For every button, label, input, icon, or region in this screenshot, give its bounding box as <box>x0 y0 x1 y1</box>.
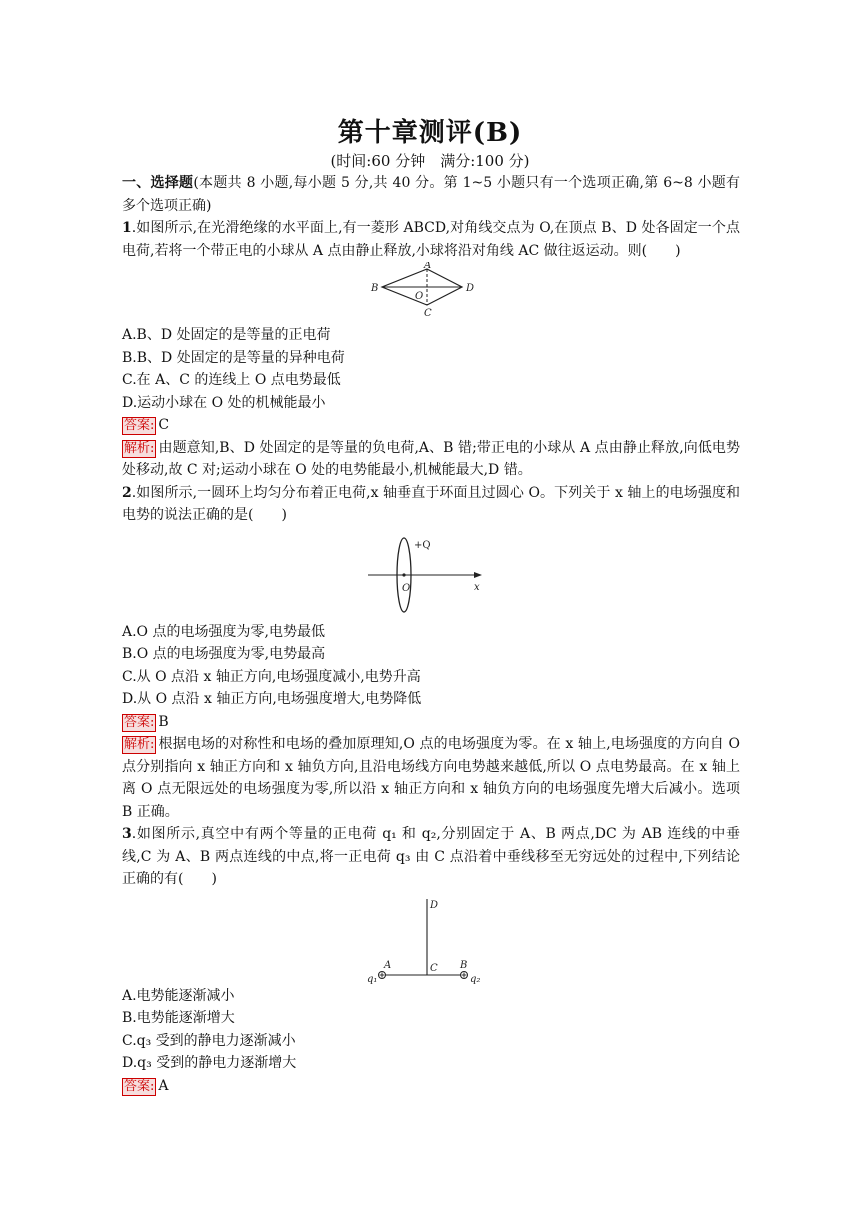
label-c: C <box>424 308 432 319</box>
question-2 <box>122 482 740 824</box>
question-text: .如图所示,真空中有两个等量的正电荷 q₁ 和 q₂,分别固定于 A、B 两点,DC 为 AB 连线的中垂线,C 为 A、B 两点连线的中点,将一正电荷 q₃ 由 C 点沿着中垂线移至无穷远处的过程中,下列结论正确的有( ) <box>122 826 740 887</box>
analysis-text: 由题意知,B、D 处固定的是等量的负电荷,A、B 错;带正电的小球从 A 点由静止释放,向低电势处移动,故 C 对;运动小球在 O 处的电势能最小,机械能最大,D 错。 <box>122 439 740 478</box>
label-o: O <box>415 291 424 302</box>
label-b: B <box>460 959 468 971</box>
label-q2: q₂ <box>470 973 481 985</box>
section-title: 一、选择题 <box>122 175 194 191</box>
charges-figure <box>122 895 740 985</box>
option-c: C.从 O 点沿 x 轴正方向,电场强度减小,电势升高 <box>122 668 421 685</box>
question-text: .如图所示,一圆环上均匀分布着正电荷,x 轴垂直于环面且过圆心 O。下列关于 x 轴上的电场强度和电势的说法正确的是( ) <box>122 484 740 523</box>
label-c: C <box>430 962 438 974</box>
rhombus-figure <box>122 262 740 324</box>
option-b: B.B、D 处固定的是等量的异种电荷 <box>122 349 345 366</box>
section-description: (本题共 8 小题,每小题 5 分,共 40 分。第 1~5 小题只有一个选项正确,第 6~8 小题有多个选项正确) <box>122 175 740 214</box>
option-d: D.q₃ 受到的静电力逐渐增大 <box>122 1055 297 1071</box>
analysis-block <box>122 733 740 823</box>
option-a: A.O 点的电场强度为零,电势最低 <box>122 623 325 640</box>
label-d: D <box>430 899 439 911</box>
ring-figure <box>122 533 740 617</box>
question-3 <box>122 823 740 1097</box>
question-stem <box>122 823 740 891</box>
answer-value: C <box>158 417 170 433</box>
section-heading <box>122 172 740 217</box>
center-point <box>402 573 405 576</box>
question-1 <box>122 217 740 482</box>
analysis-tag: 解析: <box>124 737 155 752</box>
question-number: 1 <box>122 220 132 236</box>
answer-value: B <box>158 713 169 730</box>
label-d: D <box>466 283 475 294</box>
option-d: D.运动小球在 O 处的机械能最小 <box>122 394 326 411</box>
label-plus-q: +Q <box>414 539 431 551</box>
document-body <box>122 172 740 1097</box>
option-a: A.电势能逐渐减小 <box>122 987 235 1004</box>
analysis-block <box>122 437 740 482</box>
option-b: B.电势能逐渐增大 <box>122 1010 235 1026</box>
page-subtitle: (时间:60 分钟 满分:100 分) <box>330 152 530 170</box>
answer-line <box>122 711 740 734</box>
label-q1: q₁ <box>367 973 378 985</box>
label-a: A <box>424 262 432 271</box>
x-axis-arrow <box>474 572 482 578</box>
label-x: x <box>474 581 480 593</box>
analysis-tag: 解析: <box>124 440 155 456</box>
page-title: 第十章测评(B) <box>337 118 523 148</box>
option-c: C.q₃ 受到的静电力逐渐减小 <box>122 1032 296 1049</box>
label-b: B <box>371 283 379 294</box>
option-b: B.O 点的电场强度为零,电势最高 <box>122 646 326 662</box>
option-c: C.在 A、C 的连线上 O 点电势最低 <box>122 372 341 388</box>
answer-tag: 答案: <box>124 1078 155 1094</box>
label-a: A <box>384 959 392 971</box>
answer-tag: 答案: <box>124 418 155 433</box>
question-text: .如图所示,在光滑绝缘的水平面上,有一菱形 ABCD,对角线交点为 O,在顶点 B、D 处各固定一个点电荷,若将一个带正电的小球从 A 点由静止释放,小球将沿对角线 AC 做往返运动。则( ) <box>122 220 740 259</box>
option-d: D.从 O 点沿 x 轴正方向,电场强度增大,电势降低 <box>122 691 422 707</box>
analysis-text: 根据电场的对称性和电场的叠加原理知,O 点的电场强度为零。在 x 轴上,电场强度的方向自 O 点分别指向 x 轴正方向和 x 轴负方向,且沿电场线方向电势越来越低,所以 O 点电势最高。在 x 轴上离 O 点无限远处的电场强度为零,所以沿 x 轴正方向和 x 轴负方向的电场强度先增大后减小。选项 B 正确。 <box>122 736 740 820</box>
question-number: 2 <box>122 484 132 501</box>
answer-line <box>122 414 740 437</box>
answer-tag: 答案: <box>124 714 155 730</box>
question-stem <box>122 217 740 262</box>
label-o: O <box>402 582 411 594</box>
question-stem <box>122 482 740 527</box>
answer-line <box>122 1075 740 1098</box>
answer-value: A <box>158 1077 169 1094</box>
question-number: 3 <box>122 826 132 842</box>
option-a: A.B、D 处固定的是等量的正电荷 <box>122 327 331 343</box>
